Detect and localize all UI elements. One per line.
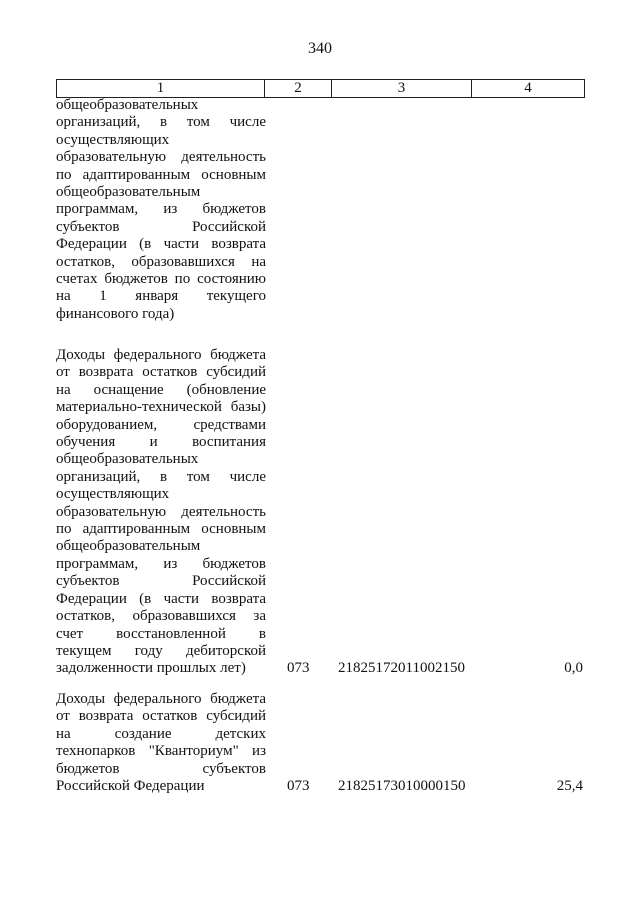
description-line: программам, из бюджетов: [56, 201, 266, 218]
description-line: субъектов Российской: [56, 573, 266, 590]
description-line: оборудованием, средствами: [56, 416, 266, 433]
row-3-code: 073: [287, 778, 310, 794]
description-line: осуществляющих: [56, 486, 170, 503]
description-line: финансового года): [56, 305, 175, 322]
column-header-2: 2: [265, 80, 332, 98]
description-line: на оснащение (обновление: [56, 381, 266, 398]
row-description-2: [56, 347, 266, 678]
description-line: субъектов Российской: [56, 218, 266, 235]
column-header-row: [57, 80, 585, 98]
page-number: 340: [308, 40, 332, 57]
description-line: бюджетов субъектов: [56, 760, 266, 777]
column-header-4: 4: [472, 80, 585, 98]
column-header-1: 1: [57, 80, 265, 98]
row-3-kbk: 21825173010000150: [338, 778, 466, 794]
description-line: программам, из бюджетов: [56, 555, 266, 572]
description-line: образовательную деятельность: [56, 503, 266, 520]
description-line: материально-технической базы): [56, 399, 266, 416]
description-line: остатков, образовавшихся за: [56, 608, 266, 625]
description-line: по адаптированным основным: [56, 521, 266, 538]
description-line: Российской Федерации: [56, 778, 205, 795]
description-line: на создание детских: [56, 725, 266, 742]
description-line: от возврата остатков субсидий: [56, 364, 266, 381]
description-line: организаций, в том числе: [56, 468, 266, 485]
description-line: технопарков "Кванториум" из: [56, 743, 266, 760]
row-3-value: 25,4: [556, 778, 583, 794]
description-line: Доходы федерального бюджета: [56, 691, 266, 707]
description-line: остатков, образовавшихся на: [56, 253, 266, 270]
description-line: общеобразовательным: [56, 538, 201, 555]
description-line: текущем году дебиторской: [56, 642, 266, 659]
column-header-table: [56, 79, 585, 98]
description-line: от возврата остатков субсидий: [56, 708, 266, 725]
description-line: организаций, в том числе: [56, 114, 266, 131]
row-2-code: 073: [287, 660, 310, 676]
description-line: на 1 января текущего: [56, 288, 266, 305]
row-2-value: 0,0: [564, 660, 583, 676]
description-line: по адаптированным основным: [56, 166, 266, 183]
description-line: образовательную деятельность: [56, 149, 266, 166]
description-line: задолженности прошлых лет): [56, 660, 246, 677]
description-line: обучения и воспитания: [56, 434, 266, 451]
description-line: Федерации (в части возврата: [56, 590, 266, 607]
description-line: общеобразовательным: [56, 184, 201, 201]
row-description-3: [56, 691, 266, 795]
description-line: счет восстановленной в: [56, 625, 266, 642]
description-line: общеобразовательных: [56, 97, 199, 113]
description-line: общеобразовательных: [56, 451, 199, 468]
description-line: Федерации (в части возврата: [56, 236, 266, 253]
column-header-3: 3: [332, 80, 472, 98]
description-line: Доходы федерального бюджета: [56, 347, 266, 363]
row-2-kbk: 21825172011002150: [338, 660, 465, 676]
description-line: счетах бюджетов по состоянию: [56, 271, 266, 288]
description-line: осуществляющих: [56, 131, 170, 148]
row-description-continued: [56, 97, 266, 323]
